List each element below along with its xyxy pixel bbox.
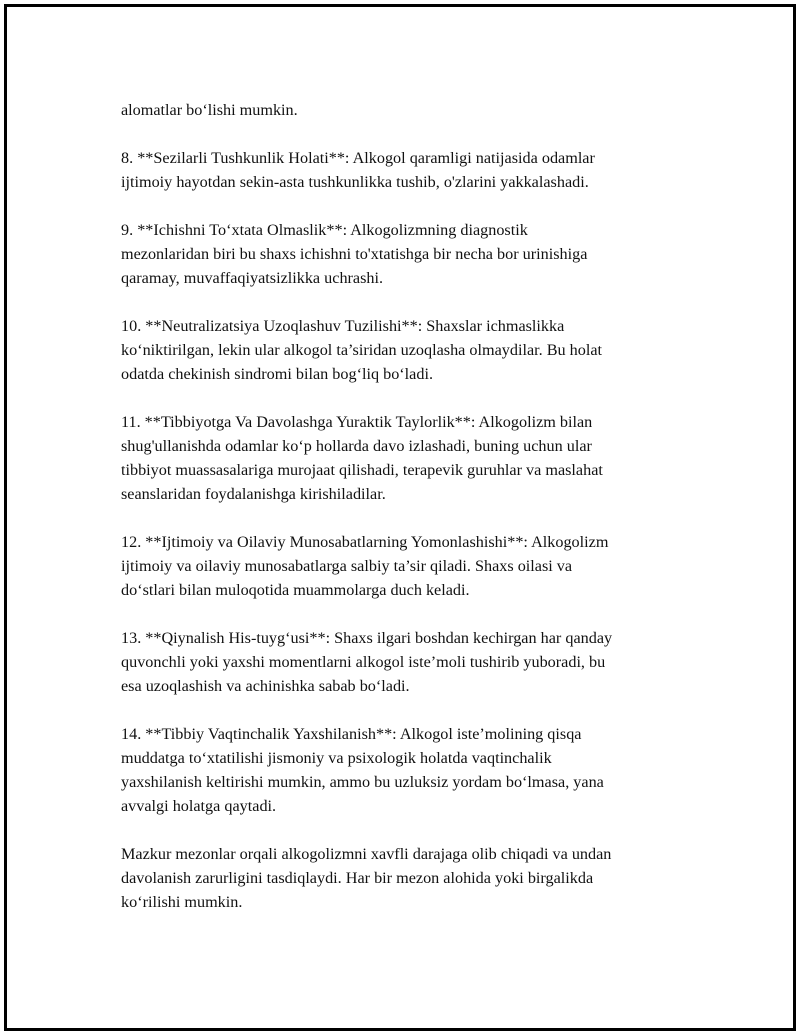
text-line: esa uzoqlashish va achinishka sabab boʻladi. [121,677,410,695]
paragraph-criterion-9 [121,218,701,290]
text-line: 12. **Ijtimoiy va Oilaviy Munosabatlarning Yomonlashishi**: Alkogolizm [121,533,609,551]
document-body [121,98,701,938]
paragraph-intro-continuation [121,98,701,122]
text-line: odatda chekinish sindromi bilan bogʻliq boʻladi. [121,365,434,383]
paragraph-criterion-13 [121,626,701,698]
text-line: mezonlaridan biri bu shaxs ichishni to'xtatishga bir necha bor urinishiga [121,245,588,263]
text-line: muddatga toʻxtatilishi jismoniy va psixologik holatda vaqtinchalik [121,749,552,767]
text-line: 8. **Sezilarli Tushkunlik Holati**: Alkogol qaramligi natijasida odamlar [121,149,595,167]
text-line: 14. **Tibbiy Vaqtinchalik Yaxshilanish**: Alkogol iste’molining qisqa [121,725,582,743]
paragraph-criterion-12 [121,530,701,602]
text-line: 10. **Neutralizatsiya Uzoqlashuv Tuzilishi**: Shaxslar ichmaslikka [121,317,565,335]
text-line: 11. **Tibbiyotga Va Davolashga Yuraktik Taylorlik**: Alkogolizm bilan [121,413,593,431]
paragraph-conclusion [121,842,701,914]
paragraph-criterion-11 [121,410,701,506]
text-line: Mazkur mezonlar orqali alkogolizmni xavfli darajaga olib chiqadi va undan [121,845,612,863]
text-line: doʻstlari bilan muloqotida muammolarga duch keladi. [121,581,470,599]
paragraph-criterion-14 [121,722,701,818]
text-line: shug'ullanishda odamlar koʻp hollarda davo izlashadi, buning uchun ular [121,437,592,455]
text-line: tibbiyot muassasalariga murojaat qilishadi, terapevik guruhlar va maslahat [121,461,603,479]
text-line: davolanish zarurligini tasdiqlaydi. Har bir mezon alohida yoki birgalikda [121,869,594,887]
text-line: qaramay, muvaffaqiyatsizlikka uchrashi. [121,269,384,287]
text-line: yaxshilanish keltirishi mumkin, ammo bu uzluksiz yordam boʻlmasa, yana [121,773,604,791]
text-line: koʻrilishi mumkin. [121,893,243,911]
text-line: quvonchli yoki yaxshi momentlarni alkogol iste’moli tushirib yuboradi, bu [121,653,606,671]
text-line: ijtimoiy va oilaviy munosabatlarga salbiy ta’sir qiladi. Shaxs oilasi va [121,557,573,575]
text-line: avvalgi holatga qaytadi. [121,797,277,815]
text-line: ijtimoiy hayotdan sekin-asta tushkunlikka tushib, o'zlarini yakkalashadi. [121,173,589,191]
text-line: seanslaridan foydalanishga kirishiladilar. [121,485,386,503]
text-line: 9. **Ichishni Toʻxtata Olmaslik**: Alkogolizmning diagnostik [121,221,528,239]
page-frame [4,4,796,1031]
paragraph-criterion-10 [121,314,701,386]
text-line: alomatlar boʻlishi mumkin. [121,101,298,119]
text-line: 13. **Qiynalish His-tuygʻusi**: Shaxs ilgari boshdan kechirgan har qanday [121,629,613,647]
paragraph-criterion-8 [121,146,701,194]
text-line: koʻniktirilgan, lekin ular alkogol ta’siridan uzoqlasha olmaydilar. Bu holat [121,341,603,359]
